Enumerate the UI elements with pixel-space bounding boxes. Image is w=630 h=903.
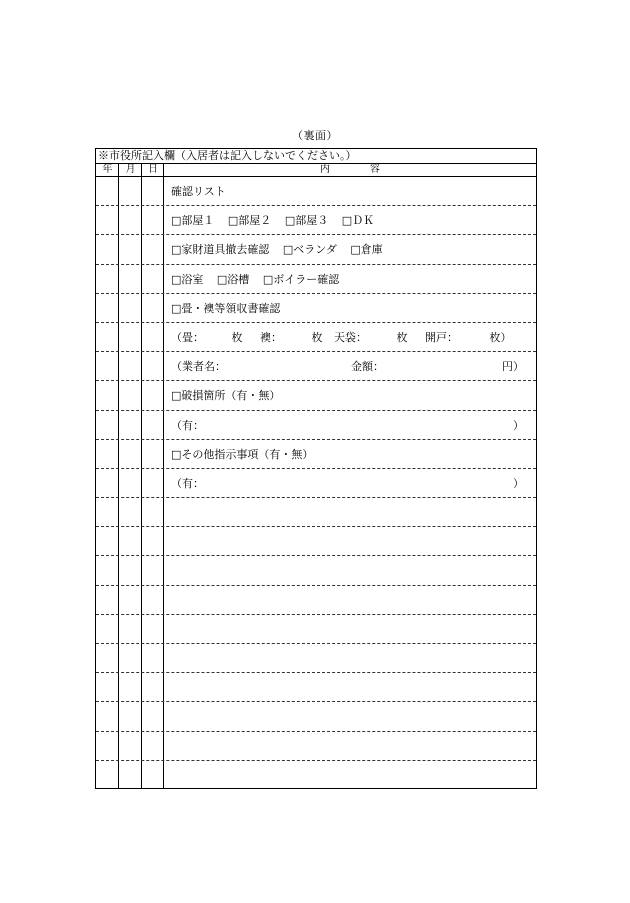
table-row[interactable] xyxy=(96,556,536,585)
checkbox-storage[interactable]: □倉庫 xyxy=(350,243,383,257)
checkbox-bathtub[interactable]: □浴槽 xyxy=(216,272,250,286)
header-content: 内 容 xyxy=(320,164,380,175)
table-row[interactable] xyxy=(96,673,536,702)
checkbox-furniture-removal[interactable]: □家財道具撤去確認 xyxy=(171,243,270,257)
office-use-notice: ※市役所記入欄（入居者は記入しないでください。） xyxy=(96,149,536,164)
checkbox-tatami-receipt[interactable]: □畳・襖等領収書確認 xyxy=(171,301,281,315)
damage-detail-close: ） xyxy=(513,418,524,432)
table-row[interactable] xyxy=(96,206,536,235)
furniture-checkboxes xyxy=(171,243,524,257)
table-row[interactable] xyxy=(96,352,536,381)
checkbox-room-3[interactable]: □部屋３ xyxy=(284,214,329,228)
table-row[interactable] xyxy=(96,294,536,323)
yen-suffix: 円） xyxy=(502,360,524,374)
fusuma-label: 襖： xyxy=(260,330,282,344)
table-header xyxy=(96,164,536,177)
checkbox-bathroom[interactable]: □浴室 xyxy=(171,272,204,286)
table-row[interactable] xyxy=(96,761,536,790)
page-title: （裏面） xyxy=(292,129,338,142)
table-row[interactable] xyxy=(96,235,536,264)
bath-checkboxes xyxy=(171,273,524,287)
other-detail-label: （有： xyxy=(171,476,204,490)
table-row[interactable] xyxy=(96,381,536,410)
damage-detail-line xyxy=(171,419,524,433)
table-row[interactable] xyxy=(96,177,536,206)
table-row[interactable] xyxy=(96,440,536,469)
checkbox-dk[interactable]: □ＤＫ xyxy=(341,214,375,228)
room-checkboxes xyxy=(171,214,524,228)
tatami-count-line xyxy=(171,331,524,345)
tenbukuro-label: 天袋： xyxy=(334,330,367,344)
header-month: 月 xyxy=(125,164,136,175)
contractor-line xyxy=(171,360,524,374)
door-label: 開戸： xyxy=(425,330,458,344)
table-row[interactable] xyxy=(96,498,536,527)
table-row[interactable] xyxy=(96,469,536,498)
door-unit: 枚） xyxy=(489,330,512,344)
tatami-label: （畳： xyxy=(171,330,204,344)
table-row[interactable] xyxy=(96,615,536,644)
checklist-heading: 確認リスト xyxy=(171,185,226,198)
fusuma-unit: 枚 xyxy=(311,330,323,344)
table-row[interactable] xyxy=(96,586,536,615)
entry-rows xyxy=(96,177,536,790)
checkbox-other-instructions[interactable]: □その他指示事項（有・無） xyxy=(171,447,314,461)
header-year: 年 xyxy=(102,164,113,175)
header-day: 日 xyxy=(148,164,158,175)
table-row[interactable] xyxy=(96,732,536,761)
other-detail-line xyxy=(171,477,524,491)
checkbox-room-1[interactable]: □部屋１ xyxy=(171,214,215,228)
checkbox-boiler[interactable]: □ボイラー確認 xyxy=(262,272,340,286)
checkbox-damage[interactable]: □破損箇所（有・無） xyxy=(171,389,281,403)
tatami-unit: 枚 xyxy=(231,330,243,344)
tenbukuro-unit: 枚 xyxy=(396,330,408,344)
table-row[interactable] xyxy=(96,527,536,556)
table-row[interactable] xyxy=(96,702,536,731)
table-row[interactable] xyxy=(96,411,536,440)
checkbox-veranda[interactable]: □ベランダ xyxy=(282,243,337,257)
table-row[interactable] xyxy=(96,265,536,294)
contractor-label: （業者名： xyxy=(171,360,226,374)
other-detail-close: ） xyxy=(513,476,524,490)
checkbox-room-2[interactable]: □部屋２ xyxy=(227,214,272,228)
amount-label: 金額： xyxy=(351,360,384,374)
table-row[interactable] xyxy=(96,323,536,352)
record-form xyxy=(95,148,537,789)
table-row[interactable] xyxy=(96,644,536,673)
damage-detail-label: （有： xyxy=(171,418,204,432)
